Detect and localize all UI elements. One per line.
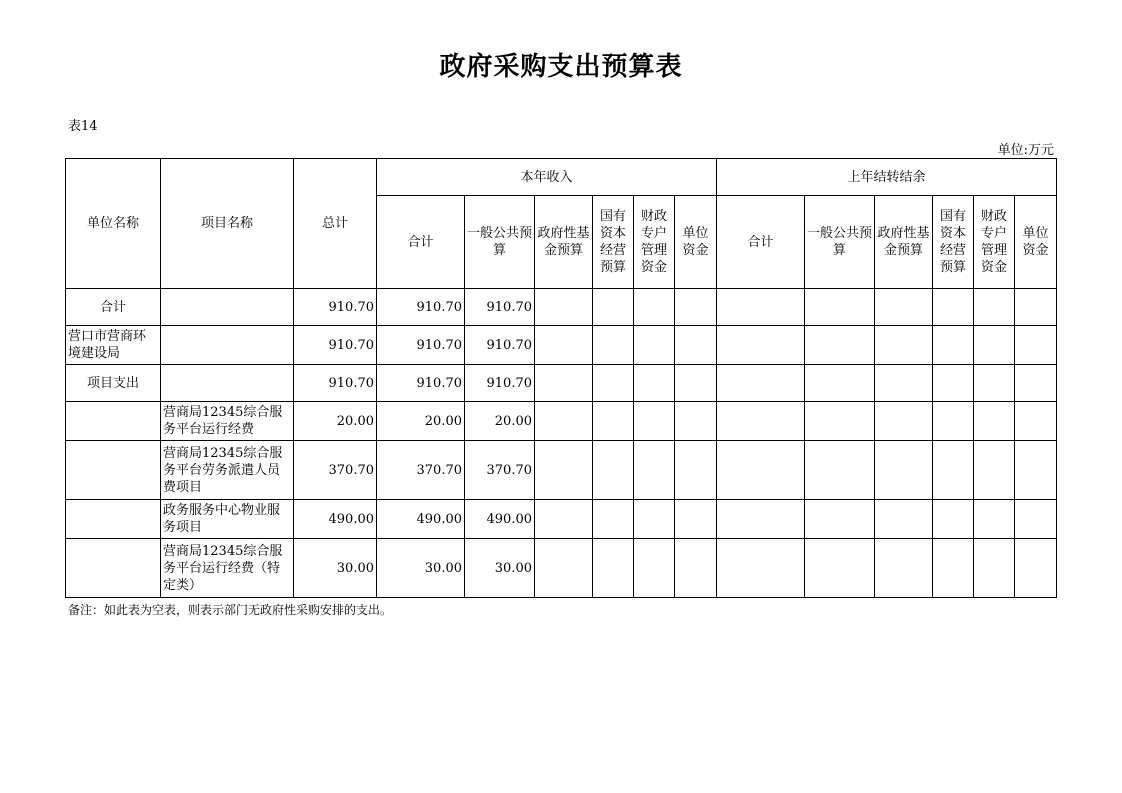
header-unit-name: 单位名称 [66, 159, 161, 289]
cell-general: 490.00 [465, 500, 535, 539]
table-row [66, 365, 1057, 402]
cell-subtotal: 30.00 [377, 539, 465, 598]
cell-unit: 项目支出 [66, 365, 161, 402]
header-cur-unit-fund: 单位资金 [675, 196, 717, 289]
cell-general: 20.00 [465, 402, 535, 441]
cell-unit: 营口市营商环境建设局 [66, 326, 161, 365]
cell-unit [66, 441, 161, 500]
table-row [66, 539, 1057, 598]
cell-project [161, 365, 294, 402]
cell-subtotal: 370.70 [377, 441, 465, 500]
cell-unit [66, 402, 161, 441]
cell-total: 490.00 [294, 500, 377, 539]
header-pre-general: 一般公共预算 [805, 196, 875, 289]
header-pre-gov-fund: 政府性基金预算 [875, 196, 933, 289]
budget-table [65, 158, 1057, 598]
cell-total: 910.70 [294, 326, 377, 365]
cell-subtotal: 910.70 [377, 326, 465, 365]
cell-unit: 合计 [66, 289, 161, 326]
header-project-name: 项目名称 [161, 159, 294, 289]
footnote: 备注：如此表为空表，则表示部门无政府性采购安排的支出。 [68, 603, 393, 617]
header-cur-subtotal: 合计 [377, 196, 465, 289]
cell-subtotal: 20.00 [377, 402, 465, 441]
header-cur-fiscal-special: 财政专户管理资金 [634, 196, 675, 289]
table-number: 表14 [68, 119, 98, 134]
cell-total: 20.00 [294, 402, 377, 441]
cell-total: 910.70 [294, 289, 377, 326]
cell-general: 370.70 [465, 441, 535, 500]
cell-unit [66, 500, 161, 539]
cell-unit [66, 539, 161, 598]
header-pre-unit-fund: 单位资金 [1015, 196, 1057, 289]
table-row [66, 441, 1057, 500]
table-row [66, 402, 1057, 441]
header-cur-general: 一般公共预算 [465, 196, 535, 289]
header-prior-year: 上年结转结余 [717, 159, 1057, 196]
cell-subtotal: 910.70 [377, 289, 465, 326]
cell-project: 营商局12345综合服务平台运行经费 [161, 402, 294, 441]
cell-general: 910.70 [465, 326, 535, 365]
header-current-year: 本年收入 [377, 159, 717, 196]
cell-subtotal: 910.70 [377, 365, 465, 402]
header-cur-state-capital: 国有资本经营预算 [593, 196, 634, 289]
cell-project [161, 326, 294, 365]
cell-subtotal: 490.00 [377, 500, 465, 539]
header-pre-state-capital: 国有资本经营预算 [933, 196, 974, 289]
header-pre-subtotal: 合计 [717, 196, 805, 289]
page-title: 政府采购支出预算表 [439, 52, 683, 82]
table-row [66, 326, 1057, 365]
cell-total: 30.00 [294, 539, 377, 598]
table-row [66, 289, 1057, 326]
header-cur-gov-fund: 政府性基金预算 [535, 196, 593, 289]
cell-project: 营商局12345综合服务平台劳务派遣人员费项目 [161, 441, 294, 500]
header-pre-fiscal-special: 财政专户管理资金 [974, 196, 1015, 289]
cell-general: 910.70 [465, 289, 535, 326]
unit-label: 单位:万元 [997, 143, 1054, 158]
cell-project [161, 289, 294, 326]
cell-general: 30.00 [465, 539, 535, 598]
cell-general: 910.70 [465, 365, 535, 402]
table-row [66, 500, 1057, 539]
cell-project: 政务服务中心物业服务项目 [161, 500, 294, 539]
cell-total: 370.70 [294, 441, 377, 500]
cell-total: 910.70 [294, 365, 377, 402]
header-total: 总计 [294, 159, 377, 289]
cell-project: 营商局12345综合服务平台运行经费（特定类） [161, 539, 294, 598]
